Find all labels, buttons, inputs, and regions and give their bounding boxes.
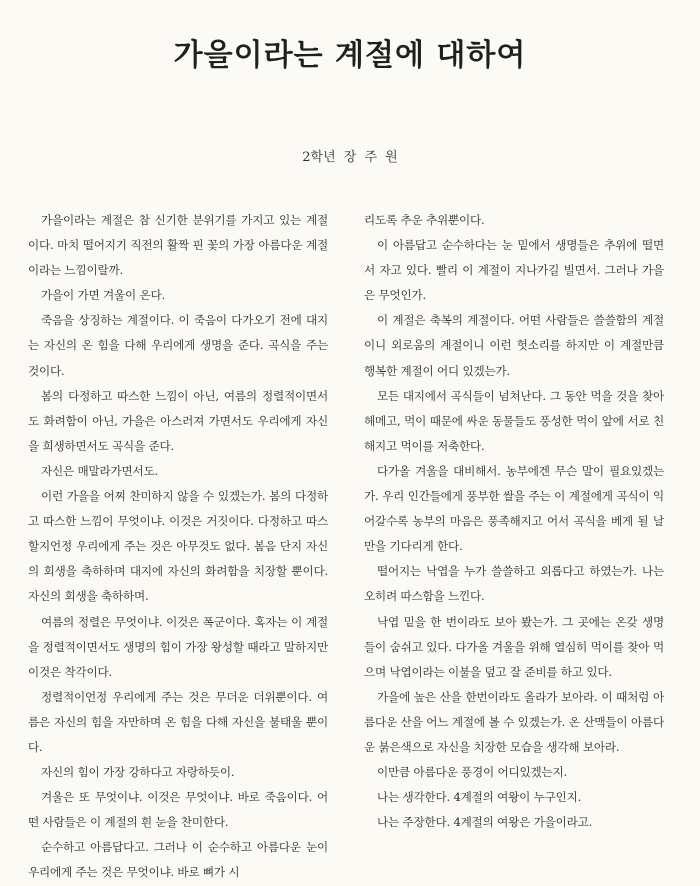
paragraph: 가을이라는 계절은 참 신기한 분위기를 가지고 있는 계절이다. 마치 떨어지기 직전의 활짝 핀 꽃의 가장 아름다운 계절이라는 느낌이랄까.: [28, 213, 328, 278]
paragraph: 나는 생각한다. 4계절의 여왕이 누구인지.: [377, 790, 582, 805]
paragraph: 자신은 매말라가면서도.: [41, 463, 158, 478]
paragraph: 자신의 힘이 가장 강하다고 자랑하듯이.: [41, 765, 235, 780]
paragraph: 가을에 높은 산을 한번이라도 올라가 보아라. 이 때처럼 아름다운 산을 어느 계절에 볼 수 있겠는가. 온 산맥들이 아름다운 붉은색으로 자신을 치장한 모습을 생각해 보아라.: [364, 689, 664, 754]
paragraph: 죽음을 상징하는 계절이다. 이 죽음이 다가오기 전에 대지는 자신의 온 힘을 다해 우리에게 생명을 준다. 곡식을 주는 것이다.: [28, 313, 328, 378]
paragraph: 떨어지는 낙엽을 누가 쓸쓸하고 외롭다고 하였는가. 나는 오히려 따스함을 느낀다.: [364, 564, 664, 604]
paragraph: 모든 대지에서 곡식들이 넘쳐난다. 그 동안 먹을 것을 찾아 헤메고, 먹이 때문에 싸운 동물들도 풍성한 먹이 앞에 서로 친해지고 먹이를 저축한다.: [364, 388, 664, 453]
paragraph: 순수하고 아름답다고. 그러나 이 순수하고 아름다운 눈이 우리에게 주는 것은 무엇이냐. 바로 뼈가 시: [28, 840, 328, 880]
paragraph: 이 계절은 축복의 계절이다. 어떤 사람들은 쓸쓸함의 계절이니 외로움의 계절이니 이런 헛소리를 하지만 이 계절만큼 행복한 계절이 어디 있겠는가.: [364, 313, 664, 378]
paragraph: 나는 주장한다. 4계절의 여왕은 가을이라고.: [377, 815, 593, 830]
paragraph: 겨울은 또 무엇이냐. 이것은 무엇이냐. 바로 죽음이다. 어떤 사람들은 이 계절의 흰 눈을 찬미한다.: [28, 790, 328, 830]
paragraph: 여름의 정렬은 무엇이냐. 이것은 폭군이다. 혹자는 이 계절을 정렬적이면서도 생명의 힘이 가장 왕성할 때라고 말하지만 이것은 착각이다.: [28, 614, 328, 679]
paragraph: 가을이 가면 겨울이 온다.: [41, 288, 165, 303]
paragraph-continuation: 리도록 추운 추위뿐이다.: [364, 213, 485, 227]
paragraph: 정렬적이언정 우리에게 주는 것은 무더운 더위뿐이다. 여름은 자신의 힘을 자만하며 온 힘을 다해 자신을 불태울 뿐이다.: [28, 689, 328, 754]
paragraph: 이 아름답고 순수하다는 눈 밑에서 생명들은 추위에 떨면서 자고 있다. 빨리 이 계절이 지나가길 빌면서. 그러나 가을은 무엇인가.: [364, 238, 664, 303]
left-column: [28, 208, 328, 886]
paragraph: 이런 가을을 어찌 찬미하지 않을 수 있겠는가. 봄의 다정하고 따스한 느낌이 무엇이냐. 이것은 거짓이다. 다정하고 따스할지언정 우리에게 주는 것은 아무것도 없다. 봄음 단지 자신의 회생을 축하하며 대지에 자신의 화려함을 치장할 뿐이다. 자신의 회생을 축하하며.: [28, 489, 328, 604]
paragraph: 이만큼 아름다운 풍경이 어디있겠는지.: [377, 765, 567, 780]
paragraph: 낙엽 밑을 한 번이라도 보아 봤는가. 그 곳에는 온갖 생명들이 숨쉬고 있다. 다가올 겨울을 위해 열심히 먹이를 찾아 먹으며 낙엽이라는 이불을 덮고 잘 준비를 하고 있다.: [364, 614, 664, 679]
paragraph: 다가올 겨울을 대비해서. 농부에겐 무슨 말이 필요있겠는가. 우리 인간들에게 풍부한 쌀을 주는 이 계절에게 곡식이 익어갈수록 농부의 마음은 풍족해지고 어서 곡식을 베게 될 날만을 기다리게 한다.: [364, 463, 664, 554]
paragraph: 봄의 다정하고 따스한 느낌이 아닌, 여름의 정렬적이면서도 화려함이 아닌, 가을은 아스러져 가면서도 우리에게 자신을 희생하면서도 곡식을 준다.: [28, 388, 328, 453]
author-byline: 2학년 장 주 원: [302, 150, 398, 165]
right-column: [364, 208, 664, 835]
essay-title: 가을이라는 계절에 대하여: [173, 38, 527, 73]
